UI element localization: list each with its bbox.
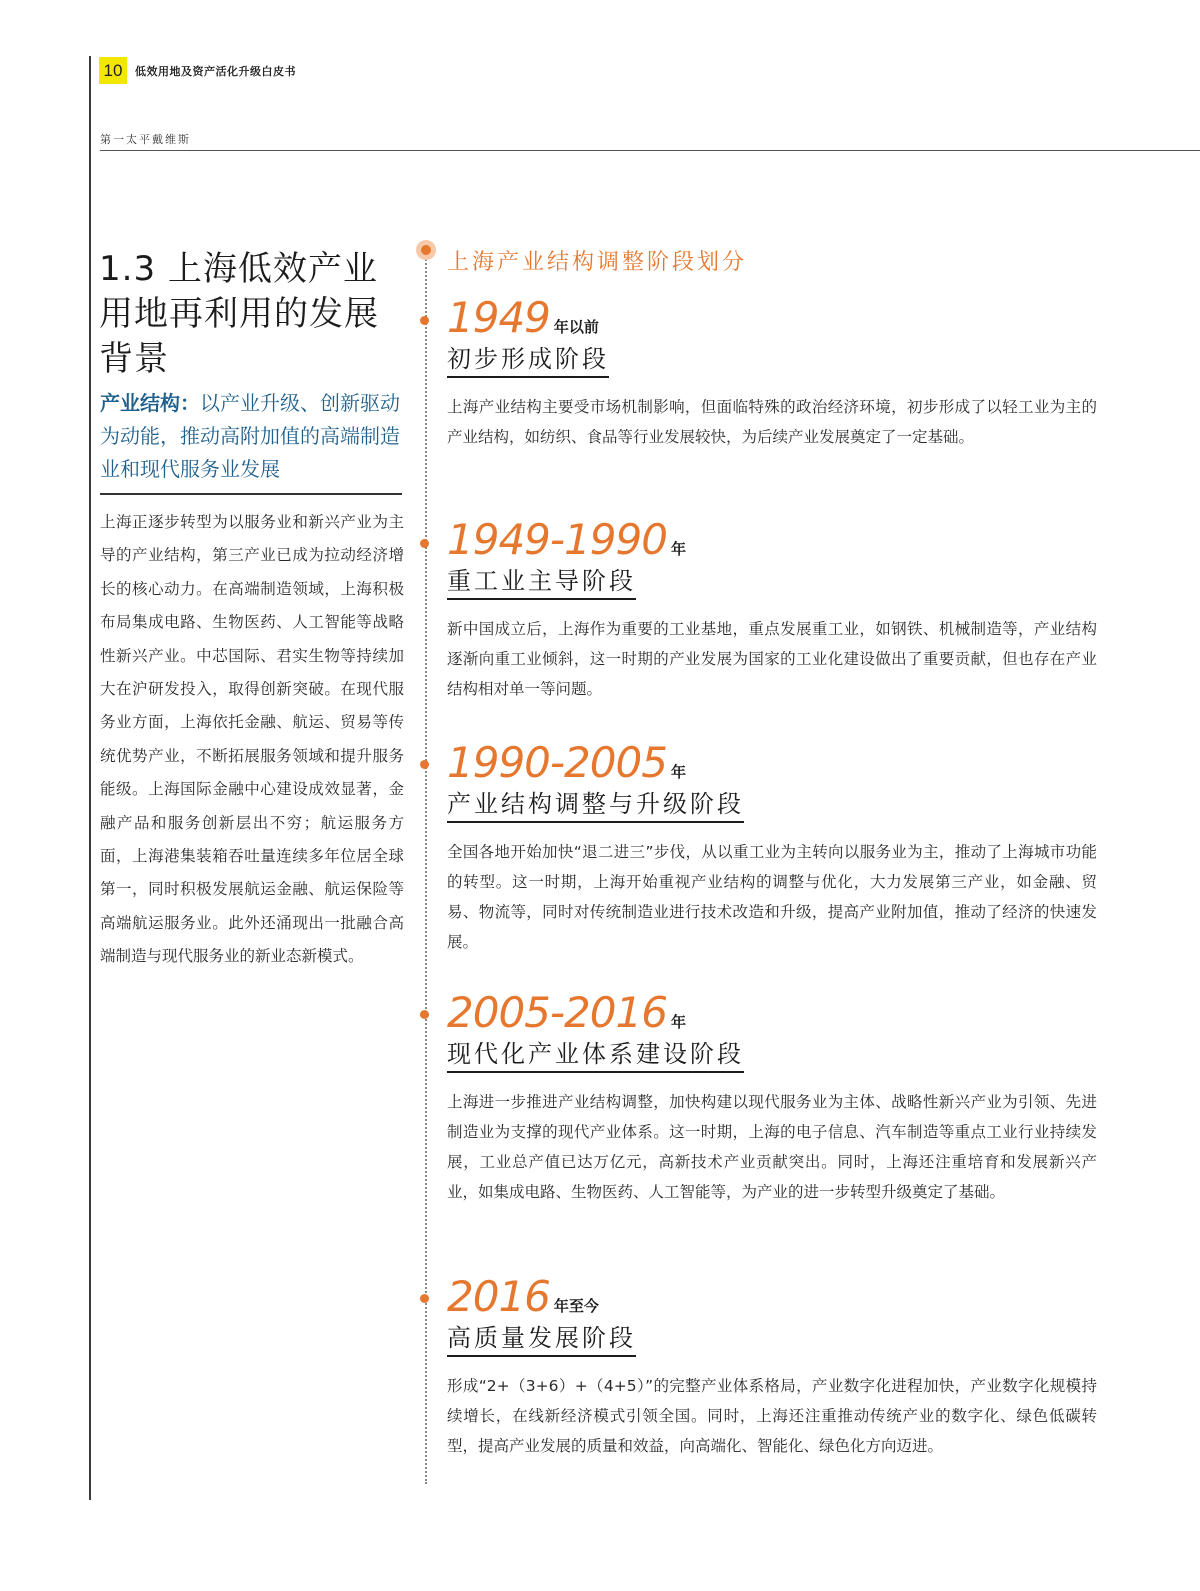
- stage-dot-icon: [420, 316, 429, 325]
- timeline-stage-5: [447, 1272, 1107, 1461]
- stage-dot-icon: [420, 760, 429, 769]
- stage-dot-icon: [420, 1294, 429, 1303]
- stage-year-row: [447, 515, 1107, 565]
- stage-year: 1990-2005: [447, 738, 667, 787]
- stage-year-row: [447, 293, 1107, 343]
- stage-title: 初步形成阶段: [447, 343, 609, 378]
- stage-year-suffix: 年以前: [553, 318, 599, 336]
- stage-dot-icon: [420, 1010, 429, 1019]
- stage-body: 新中国成立后，上海作为重要的工业基地，重点发展重工业，如钢铁、机械制造等，产业结构逐渐向重工业倾斜，这一时期的产业发展为国家的工业化建设做出了重要贡献，但也存在产业结构相对单一等问题。: [447, 620, 1097, 698]
- subtitle-label: 产业结构：: [100, 391, 200, 415]
- stage-year: 2016: [447, 1272, 550, 1321]
- timeline-stage-3: [447, 738, 1107, 957]
- section-title: 1.3 上海低效产业用地再利用的发展背景: [99, 249, 379, 379]
- left-margin-rule: [89, 56, 91, 1500]
- stage-year: 2005-2016: [447, 988, 667, 1037]
- stage-year-row: [447, 988, 1107, 1038]
- publisher-name: 第一太平戴维斯: [100, 133, 191, 146]
- stage-body: 上海产业结构主要受市场机制影响，但面临特殊的政治经济环境，初步形成了以轻工业为主的产业结构，如纺织、食品等行业发展较快，为后续产业发展奠定了一定基础。: [447, 398, 1097, 446]
- stage-year-suffix: 年至今: [553, 1297, 599, 1315]
- timeline-stage-4: [447, 988, 1107, 1207]
- header-divider: [100, 150, 1200, 151]
- stage-year-row: [447, 1272, 1107, 1322]
- page-number: 10: [99, 57, 127, 84]
- timeline-heading: 上海产业结构调整阶段划分: [447, 250, 748, 275]
- stage-dot-icon: [420, 539, 429, 548]
- stage-body: 形成“2+（3+6）+（4+5）”的完整产业体系格局，产业数字化进程加快，产业数字化规模持续增长，在线新经济模式引领全国。同时，上海还注重推动传统产业的数字化、绿色低碳转型，提高产业发展的质量和效益，向高端化、智能化、绿色化方向迈进。: [447, 1377, 1097, 1455]
- timeline-stage-1: [447, 293, 1107, 452]
- stage-year-suffix: 年: [670, 763, 686, 781]
- stage-body: 全国各地开始加快“退二进三”步伐，从以重工业为主转向以服务业为主，推动了上海城市功能的转型。这一时期，上海开始重视产业结构的调整与优化，大力发展第三产业，如金融、贸易、物流等，同时对传统制造业进行技术改造和升级，提高产业附加值，推动了经济的快速发展。: [447, 843, 1097, 951]
- stage-year: 1949: [447, 293, 550, 342]
- stage-title: 产业结构调整与升级阶段: [447, 788, 744, 823]
- stage-title: 高质量发展阶段: [447, 1322, 636, 1357]
- stage-year: 1949-1990: [447, 515, 667, 564]
- timeline-stage-2: [447, 515, 1107, 704]
- intro-paragraph: 上海正逐步转型为以服务业和新兴产业为主导的产业结构，第三产业已成为拉动经济增长的核心动力。在高端制造领域，上海积极布局集成电路、生物医药、人工智能等战略性新兴产业。中芯国际、君实生物等持续加大在沪研发投入，取得创新突破。在现代服务业方面，上海依托金融、航运、贸易等传统优势产业，不断拓展服务领域和提升服务能级。上海国际金融中心建设成效显著，金融产品和服务创新层出不穷；航运服务方面，上海港集装箱吞吐量连续多年位居全球第一，同时积极发展航运金融、航运保险等高端航运服务业。此外还涌现出一批融合高端制造与现代服务业的新业态新模式。: [100, 513, 404, 966]
- subtitle-divider: [100, 493, 402, 495]
- timeline-head-dot-icon: [416, 240, 436, 260]
- subtitle-text: 以产业升级、创新驱动为动能，推动高附加值的高端制造业和现代服务业发展: [100, 391, 400, 481]
- stage-year-suffix: 年: [670, 540, 686, 558]
- section-subtitle: [100, 387, 410, 486]
- book-title: 低效用地及资产活化升级白皮书: [135, 65, 296, 78]
- stage-title: 重工业主导阶段: [447, 565, 636, 600]
- stage-year-row: [447, 738, 1107, 788]
- stage-year-suffix: 年: [670, 1013, 686, 1031]
- stage-title: 现代化产业体系建设阶段: [447, 1038, 744, 1073]
- stage-body: 上海进一步推进产业结构调整，加快构建以现代服务业为主体、战略性新兴产业为引领、先进制造业为支撑的现代产业体系。这一时期，上海的电子信息、汽车制造等重点工业行业持续发展，工业总产值已达万亿元，高新技术产业贡献突出。同时，上海还注重培育和发展新兴产业，如集成电路、生物医药、人工智能等，为产业的进一步转型升级奠定了基础。: [447, 1093, 1097, 1201]
